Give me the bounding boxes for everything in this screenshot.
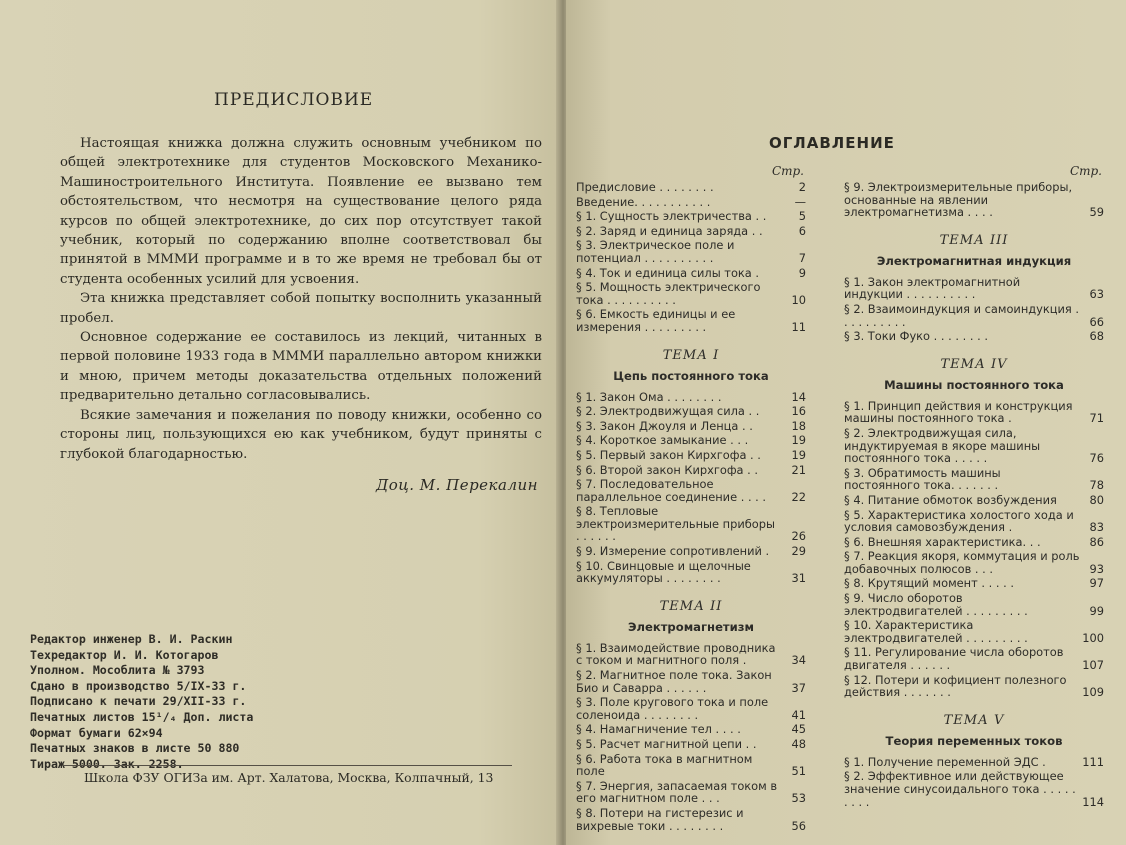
toc-entry-page: 56 bbox=[791, 818, 806, 833]
toc-entry-page: 83 bbox=[1089, 520, 1104, 535]
toc-entry-title: § 11. Регулирование числа оборотов двигателя . . . . . . bbox=[844, 646, 1064, 672]
toc-entry bbox=[576, 478, 806, 503]
toc-entry-page: 22 bbox=[791, 489, 806, 504]
toc-entry-page: 41 bbox=[791, 707, 806, 722]
toc-theme-heading: ТЕМА II bbox=[659, 598, 723, 614]
toc-entry-title: § 3. Обратимость машины постоянного тока. . . . . . . bbox=[844, 466, 1001, 492]
toc-entry bbox=[576, 505, 806, 543]
toc-entry-title: § 4. Питание обмоток возбуждения bbox=[844, 493, 1057, 507]
toc-entry-page: 111 bbox=[1082, 754, 1104, 769]
right-page bbox=[566, 0, 1126, 845]
toc-entry-title: § 3. Поле кругового тока и поле соленоида . . . . . . . . bbox=[576, 696, 769, 722]
toc-entry bbox=[576, 239, 806, 264]
toc-entry-title: § 7. Энергия, запасаемая током в его магнитном поле . . . bbox=[576, 779, 778, 805]
toc-theme-title: Электромагнетизм bbox=[627, 619, 754, 634]
toc-entry-page: 78 bbox=[1089, 478, 1104, 493]
toc-entry-title: § 9. Измерение сопротивлений . bbox=[576, 545, 770, 558]
toc-entry bbox=[844, 494, 1104, 507]
toc-theme-heading: ТЕМА V bbox=[943, 712, 1005, 728]
toc-entry bbox=[576, 723, 806, 736]
toc-entry bbox=[576, 308, 806, 333]
toc-entry-page: 59 bbox=[1089, 205, 1104, 220]
toc-entry-title: § 2. Электродвижущая сила . . bbox=[576, 405, 760, 418]
toc-entry bbox=[844, 592, 1104, 617]
toc-entry-title: § 2. Магнитное поле тока. Закон Био и Саварра . . . . . . bbox=[576, 669, 772, 695]
toc-entry-page: 48 bbox=[791, 737, 806, 751]
toc-entry bbox=[844, 577, 1104, 590]
toc-entry-page: 76 bbox=[1089, 451, 1104, 466]
toc-entry-page: 114 bbox=[1082, 794, 1104, 809]
toc-entry bbox=[576, 196, 806, 209]
toc-entry-title: § 3. Электрическое поле и потенциал . . . . . . . . . . bbox=[576, 239, 735, 265]
toc-entry-title: § 12. Потери и кофициент полезного действия . . . . . . . bbox=[844, 673, 1067, 699]
toc-title: ОГЛАВЛЕНИЕ bbox=[769, 134, 895, 152]
page-column-header: Стр. bbox=[771, 164, 804, 178]
toc-entry-title: § 8. Потери на гистерезис и вихревые токи . . . . . . . . bbox=[576, 806, 744, 833]
toc-entry-page: 45 bbox=[791, 722, 806, 737]
toc-entry-title: § 5. Мощность электрического тока . . . . . . . . . . bbox=[576, 281, 761, 307]
toc-entry bbox=[844, 400, 1104, 425]
toc-entry bbox=[844, 303, 1104, 328]
toc-entry bbox=[844, 674, 1104, 699]
toc-entry-title: § 4. Короткое замыкание . . . bbox=[576, 434, 749, 447]
toc-entry bbox=[576, 753, 806, 778]
imprint-line: Тираж 5000. Зак. 2258. bbox=[30, 756, 184, 771]
toc-theme-title: Теория переменных токов bbox=[885, 733, 1063, 748]
imprint-line: Уполном. Мособлита № 3793 bbox=[30, 663, 205, 678]
toc-entry-title: § 5. Характеристика холостого хода и условия самовозбуждения . bbox=[844, 508, 1074, 534]
toc-entry-page: 5 bbox=[798, 209, 806, 224]
toc-entry-title: § 6. Работа тока в магнитном поле bbox=[576, 752, 753, 778]
toc-entry-page: 51 bbox=[791, 764, 806, 779]
toc-entry-page: 21 bbox=[791, 462, 806, 477]
toc-entry-page: 14 bbox=[791, 389, 806, 404]
toc-entry bbox=[576, 210, 806, 223]
toc-entry-title: § 5. Расчет магнитной цепи . . bbox=[576, 738, 757, 751]
toc-entry-page: 66 bbox=[1089, 314, 1104, 329]
toc-column-right bbox=[844, 164, 1104, 810]
imprint-block bbox=[30, 632, 253, 772]
toc-entry bbox=[844, 536, 1104, 549]
toc-entry bbox=[576, 545, 806, 558]
imprint-line: Печатных листов 15¹/₄ Доп. листа bbox=[30, 709, 254, 724]
toc-entry bbox=[576, 434, 806, 447]
toc-entry bbox=[576, 464, 806, 477]
toc-entry bbox=[844, 756, 1104, 769]
toc-theme-title: Цепь постоянного тока bbox=[613, 368, 769, 383]
toc-entry-page: 9 bbox=[798, 265, 806, 280]
toc-entry-page: 97 bbox=[1089, 576, 1104, 591]
toc-entry-title: § 9. Число оборотов электродвигателей . . . . . . . . . bbox=[844, 592, 1028, 618]
toc-entry-title: § 4. Ток и единица силы тока . bbox=[576, 266, 760, 280]
toc-entry bbox=[576, 449, 806, 462]
imprint-line: Подписано к печати 29/XII-33 г. bbox=[30, 694, 247, 709]
toc-entry-title: § 1. Получение переменной ЭДС . bbox=[844, 755, 1046, 769]
toc-entry-page: — bbox=[794, 194, 806, 209]
toc-entry-page: 99 bbox=[1089, 603, 1104, 618]
toc-entry bbox=[576, 642, 806, 667]
toc-entry-title: § 5. Первый закон Кирхгофа . . bbox=[576, 448, 761, 462]
toc-entry-title: § 6. Емкость единицы и ее измерения . . . . . . . . . bbox=[576, 308, 736, 334]
toc-entry-title: § 6. Второй закон Кирхгофа . . bbox=[576, 463, 759, 477]
toc-entry bbox=[576, 281, 806, 306]
toc-entry bbox=[844, 276, 1104, 301]
printer-line: Школа ФЗУ ОГИЗа им. Арт. Халатова, Москва, Колпачный, 13 bbox=[84, 770, 494, 785]
toc-entry bbox=[576, 267, 806, 280]
toc-entry-title: § 3. Закон Джоуля и Ленца . . bbox=[576, 419, 753, 433]
toc-entry-page: 37 bbox=[791, 680, 806, 695]
toc-entry-page: 2 bbox=[798, 180, 806, 194]
toc-entry-page: 109 bbox=[1082, 685, 1104, 700]
toc-theme-heading: ТЕМА IV bbox=[940, 356, 1008, 372]
toc-entry-title: § 2. Взаимоиндукция и самоиндукция . . . . . . . . . . bbox=[844, 302, 1080, 329]
toc-entry-page: 6 bbox=[798, 223, 806, 238]
toc-entry-title: Предисловие . . . . . . . . bbox=[576, 181, 714, 194]
toc-entry-page: 29 bbox=[791, 544, 806, 559]
preface-paragraph: Эта книжка представляет собой попытку восполнить указанный пробел. bbox=[60, 291, 542, 326]
toc-entry bbox=[576, 420, 806, 433]
preface-paragraph: Настоящая книжка должна служить основным учебником по общей электротехнике для студентов Московского Механико-Машиностроительного Института. Появление ее вызвано тем обстоятельством, что несмотря на существование целого ряда курсов по общей электротехнике, до сих пор отсутствует такой учебник, который по содержанию вполне соответствовал бы принятой в МММИ программе и в то же время не требовал бы от студента особенных усилий для усвоения. bbox=[60, 136, 542, 287]
toc-entry-page: 93 bbox=[1089, 561, 1104, 576]
author-signature: Доц. М. Перекалин bbox=[376, 476, 539, 494]
imprint-line: Редактор инженер В. И. Раскин bbox=[30, 632, 233, 646]
toc-entry-title: § 1. Взаимодействие проводника с током и магнитного поля . bbox=[576, 641, 776, 668]
toc-entry bbox=[844, 619, 1104, 644]
toc-entry bbox=[576, 560, 806, 585]
toc-entry-title: § 2. Эффективное или действующее значение синусоидального тока . . . . . . . . . bbox=[844, 770, 1076, 809]
toc-entry-page: 100 bbox=[1082, 630, 1104, 645]
toc-entry-title: § 1. Закон Ома . . . . . . . . bbox=[576, 390, 722, 404]
toc-entry-page: 19 bbox=[791, 433, 806, 448]
preface-paragraph: Всякие замечания и пожелания по поводу книжки, особенно со стороны лиц, пользующихся ею как учебником, будут приняты с глубокой благодарностью. bbox=[60, 407, 542, 462]
toc-theme-heading: ТЕМА III bbox=[939, 232, 1009, 248]
toc-entry bbox=[576, 181, 806, 194]
toc-theme-heading: ТЕМА I bbox=[662, 347, 720, 363]
toc-entry-title: § 8. Крутящий момент . . . . . bbox=[844, 577, 1014, 591]
toc-entry-title: § 7. Реакция якоря, коммутация и роль добавочных полюсов . . . bbox=[844, 550, 1080, 576]
toc-entry-title: § 3. Токи Фуко . . . . . . . . bbox=[844, 330, 988, 343]
toc-entry-page: 10 bbox=[791, 292, 806, 307]
toc-entry bbox=[576, 780, 806, 805]
toc-entry-page: 80 bbox=[1089, 492, 1104, 507]
toc-entry bbox=[844, 646, 1104, 671]
toc-entry bbox=[576, 696, 806, 721]
toc-entry bbox=[844, 550, 1104, 575]
toc-entry bbox=[576, 738, 806, 751]
toc-entry-page: 86 bbox=[1089, 534, 1104, 549]
toc-entry-title: § 8. Тепловые электроизмерительные приборы . . . . . . bbox=[576, 505, 775, 544]
toc-theme-title: Электромагнитная индукция bbox=[876, 253, 1072, 268]
toc-entry-title: § 4. Намагничение тел . . . . bbox=[576, 723, 741, 736]
page-column-header: Стр. bbox=[1069, 164, 1102, 178]
toc-entry-page: 11 bbox=[791, 319, 806, 334]
toc-entry-page: 53 bbox=[791, 791, 806, 806]
preface-paragraph: Основное содержание ее составилось из лекций, читанных в первой половине 1933 года в МММИ параллельно автором книжки и мною, причем методы доказательства отдельных положений предварительно детально согласовывались. bbox=[60, 330, 542, 404]
imprint-line: Техредактор И. И. Котогаров bbox=[30, 647, 219, 662]
toc-entry-page: 68 bbox=[1089, 329, 1104, 344]
left-page bbox=[0, 0, 562, 845]
toc-column-left bbox=[576, 164, 806, 834]
toc-entry-page: 107 bbox=[1082, 658, 1104, 673]
imprint-line: Формат бумаги 62×94 bbox=[30, 725, 163, 740]
toc-entry-title: Введение. . . . . . . . . . . bbox=[576, 195, 711, 209]
toc-entry bbox=[844, 330, 1104, 343]
toc-entry-page: 31 bbox=[791, 571, 806, 586]
toc-entry bbox=[844, 181, 1104, 219]
toc-entry-title: § 1. Закон электромагнитной индукции . . . . . . . . . . bbox=[844, 275, 1021, 301]
toc-entry-title: § 1. Сущность электричества . . bbox=[576, 210, 767, 223]
toc-entry bbox=[576, 807, 806, 832]
toc-entry-page: 71 bbox=[1089, 411, 1104, 426]
toc-entry-title: § 6. Внешняя характеристика. . . bbox=[844, 535, 1041, 549]
toc-entry-title: § 10. Характеристика электродвигателей . . . . . . . . . bbox=[844, 619, 1028, 645]
toc-entry-title: § 9. Электроизмерительные приборы, основанные на явлении электромагнетизма . . . . bbox=[844, 181, 1073, 219]
imprint-line: Сдано в производство 5/IX-33 г. bbox=[30, 678, 247, 693]
toc-entry bbox=[844, 509, 1104, 534]
toc-entry bbox=[844, 427, 1104, 465]
toc-entry-page: 7 bbox=[798, 250, 806, 265]
toc-entry-page: 16 bbox=[791, 404, 806, 419]
toc-entry bbox=[576, 405, 806, 418]
toc-entry-page: 63 bbox=[1089, 287, 1104, 302]
toc-entry-page: 26 bbox=[791, 529, 806, 544]
toc-entry-title: § 2. Электродвижущая сила, индуктируемая в якоре машины постоянного тока . . . . . bbox=[844, 426, 1041, 465]
toc-entry bbox=[576, 669, 806, 694]
toc-entry-page: 19 bbox=[791, 447, 806, 462]
toc-entry-title: § 1. Принцип действия и конструкция машины постоянного тока . bbox=[844, 399, 1073, 425]
toc-entry bbox=[844, 467, 1104, 492]
toc-entry bbox=[844, 770, 1104, 808]
toc-entry-page: 18 bbox=[791, 418, 806, 433]
toc-entry-title: § 7. Последовательное параллельное соединение . . . . bbox=[576, 478, 767, 504]
imprint-line: Печатных знаков в листе 50 880 bbox=[30, 741, 240, 756]
toc-entry bbox=[576, 391, 806, 404]
toc-entry bbox=[576, 225, 806, 238]
imprint-divider bbox=[62, 765, 512, 766]
preface-text bbox=[60, 134, 542, 464]
toc-entry-title: § 10. Свинцовые и щелочные аккумуляторы . . . . . . . . bbox=[576, 559, 751, 585]
preface-title: ПРЕДИСЛОВИЕ bbox=[214, 90, 374, 110]
toc-entry-title: § 2. Заряд и единица заряда . . bbox=[576, 224, 763, 238]
toc-theme-title: Машины постоянного тока bbox=[884, 377, 1064, 392]
toc-entry-page: 34 bbox=[791, 653, 806, 668]
